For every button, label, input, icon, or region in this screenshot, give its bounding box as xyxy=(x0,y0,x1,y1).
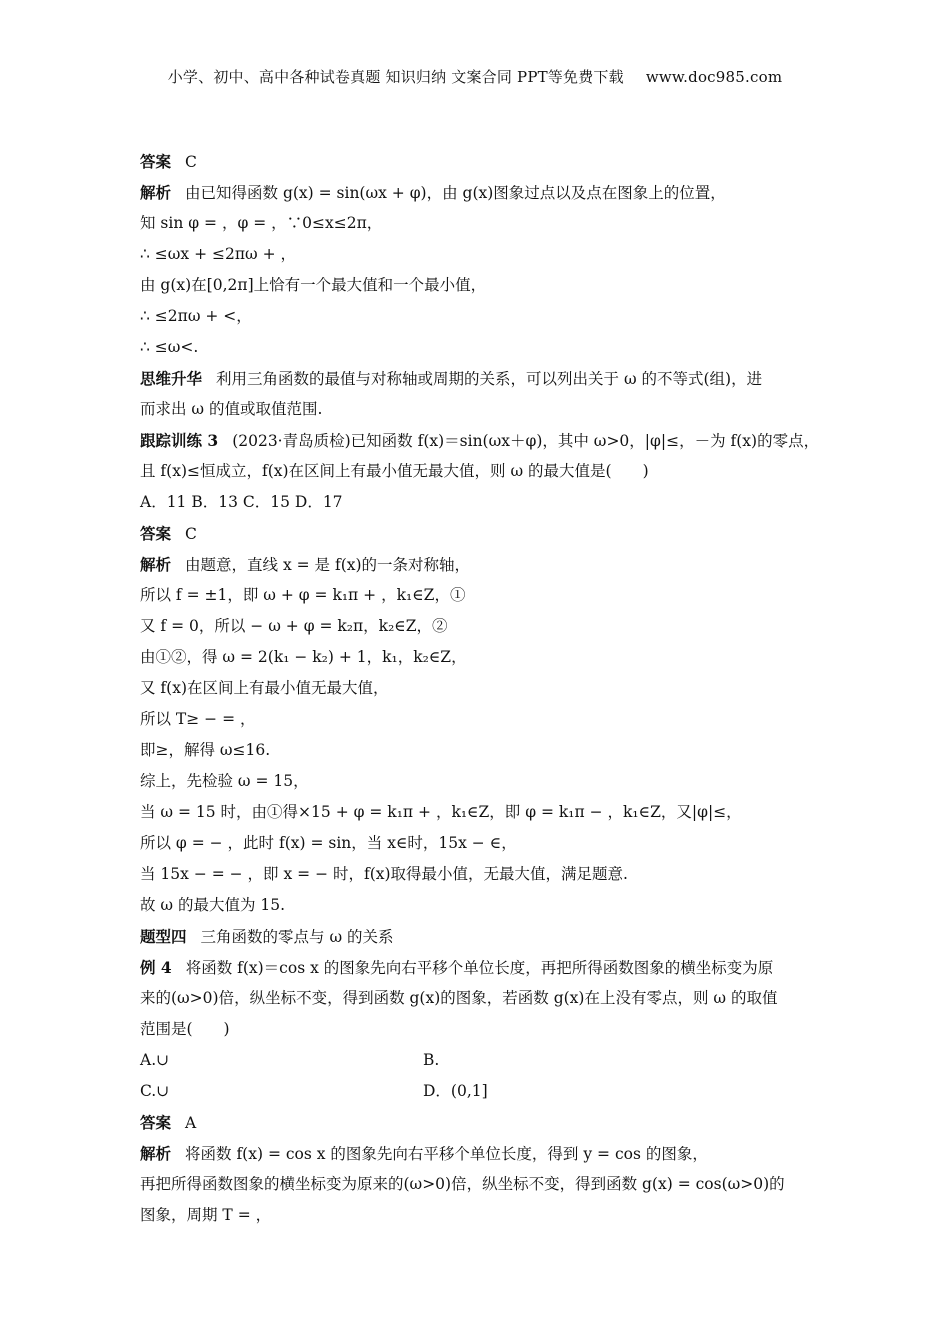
line-text: ∴ ≤ω<. xyxy=(140,338,199,356)
text-line xyxy=(140,952,820,983)
line-text: 所以 T≥ − = ， xyxy=(140,710,256,728)
line-text: 图象，周期 T = ， xyxy=(140,1206,272,1224)
line-text: C xyxy=(185,153,197,171)
document-body xyxy=(140,146,820,1231)
line-text: ∴ ≤2πω + <， xyxy=(140,307,252,325)
line-label: 解析 xyxy=(140,555,172,574)
option-d: D．(0,1] xyxy=(423,1082,488,1100)
body-tail-lines xyxy=(140,1107,820,1231)
text-line xyxy=(140,921,820,952)
text-line xyxy=(140,456,820,487)
text-line xyxy=(140,704,820,735)
header-left-text: 小学、初中、高中各种试卷真题 知识归纳 文案合同 PPT等免费下载 xyxy=(167,68,624,86)
line-label: 题型四 xyxy=(140,927,187,946)
text-line xyxy=(140,177,820,208)
line-label: 解析 xyxy=(140,1144,172,1163)
text-line xyxy=(140,1014,820,1045)
text-line xyxy=(140,270,820,301)
line-text: 知 sin φ = ，φ = ，∵0≤x≤2π， xyxy=(140,214,383,232)
text-line xyxy=(140,549,820,580)
line-text: 利用三角函数的最值与对称轴或周期的关系，可以列出关于 ω 的不等式(组)，进 xyxy=(216,370,763,388)
line-text: 来的(ω>0)倍，纵坐标不变，得到函数 g(x)的图象，若函数 g(x)在上没有零点，则 ω 的取值 xyxy=(140,989,778,1007)
text-line xyxy=(140,208,820,239)
body-lines xyxy=(140,146,820,1045)
option-a: A.∪ xyxy=(140,1051,170,1069)
options-row-1 xyxy=(140,1045,820,1076)
line-text: 由①②，得 ω = 2(k₁ − k₂) + 1，k₁，k₂∈Z， xyxy=(140,648,467,666)
text-line xyxy=(140,239,820,270)
text-line xyxy=(140,332,820,363)
line-text: 三角函数的零点与 ω 的关系 xyxy=(200,928,394,946)
text-line xyxy=(140,983,820,1014)
line-text: A xyxy=(185,1114,197,1132)
line-label: 答案 xyxy=(140,524,172,543)
line-text: 而求出 ω 的值或取值范围. xyxy=(140,400,323,418)
line-text: 所以 f = ±1，即 ω + φ = k₁π + ，k₁∈Z，① xyxy=(140,586,466,604)
line-text: ∴ ≤ωx + ≤2πω + ， xyxy=(140,245,297,263)
options-row-2 xyxy=(140,1076,820,1107)
text-line xyxy=(140,766,820,797)
text-line xyxy=(140,518,820,549)
line-label: 解析 xyxy=(140,183,172,202)
line-text: 且 f(x)≤恒成立，f(x)在区间上有最小值无最大值，则 ω 的最大值是( ) xyxy=(140,462,649,480)
text-line xyxy=(140,735,820,766)
line-text: 由题意，直线 x = 是 f(x)的一条对称轴， xyxy=(185,556,471,574)
line-text: 又 f(x)在区间上有最小值无最大值， xyxy=(140,679,389,697)
line-text: 即≥，解得 ω≤16. xyxy=(140,741,271,759)
line-text: C xyxy=(185,525,197,543)
text-line xyxy=(140,1138,820,1169)
line-text: 再把所得函数图象的横坐标变为原来的(ω>0)倍，纵坐标不变，得到函数 g(x) = cos(ω>0)的 xyxy=(140,1175,785,1193)
line-label: 例 4 xyxy=(140,958,172,977)
text-line xyxy=(140,611,820,642)
line-text: 将函数 f(x) = cos x 的图象先向右平移个单位长度，得到 y = cos 的图象， xyxy=(185,1145,708,1163)
text-line xyxy=(140,673,820,704)
text-line xyxy=(140,797,820,828)
line-text: 当 ω = 15 时，由①得×15 + φ = k₁π + ，k₁∈Z，即 φ = k₁π − ，k₁∈Z，又|φ|≤， xyxy=(140,803,742,821)
page-header xyxy=(0,66,950,87)
text-line xyxy=(140,890,820,921)
line-text: 范围是( ) xyxy=(140,1020,230,1038)
line-label: 答案 xyxy=(140,152,172,171)
line-label: 思维升华 xyxy=(140,369,203,388)
text-line xyxy=(140,828,820,859)
text-line xyxy=(140,859,820,890)
line-text: A．11 B．13 C．15 D．17 xyxy=(140,493,343,511)
text-line xyxy=(140,146,820,177)
text-line xyxy=(140,363,820,394)
option-b: B. xyxy=(423,1051,440,1069)
line-text: 由已知得函数 g(x) = sin(ωx + φ)，由 g(x)图象过点以及点在图象上的位置， xyxy=(185,184,726,202)
text-line xyxy=(140,1107,820,1138)
text-line xyxy=(140,425,820,456)
line-label: 跟踪训练 3 xyxy=(140,431,219,450)
line-text: (2023·青岛质检)已知函数 f(x)＝sin(ωx＋φ)，其中 ω>0，|φ|≤，－为 f(x)的零点， xyxy=(232,432,820,450)
line-text: 综上，先检验 ω = 15， xyxy=(140,772,309,790)
line-text: 所以 φ = − ，此时 f(x) = sin，当 x∈时，15x − ∈， xyxy=(140,834,517,852)
option-c: C.∪ xyxy=(140,1082,170,1100)
text-line xyxy=(140,394,820,425)
line-label: 答案 xyxy=(140,1113,172,1132)
text-line xyxy=(140,642,820,673)
line-text: 由 g(x)在[0,2π]上恰有一个最大值和一个最小值， xyxy=(140,276,487,294)
text-line xyxy=(140,1169,820,1200)
text-line xyxy=(140,487,820,518)
header-website: www.doc985.com xyxy=(645,68,783,86)
text-line xyxy=(140,580,820,611)
text-line xyxy=(140,1200,820,1231)
line-text: 故 ω 的最大值为 15. xyxy=(140,896,286,914)
line-text: 当 15x − = − ，即 x = − 时，f(x)取得最小值，无最大值，满足题意. xyxy=(140,865,628,883)
line-text: 又 f = 0，所以 − ω + φ = k₂π，k₂∈Z，② xyxy=(140,617,448,635)
line-text: 将函数 f(x)＝cos x 的图象先向右平移个单位长度，再把所得函数图象的横坐标变为原 xyxy=(185,959,774,977)
text-line xyxy=(140,301,820,332)
